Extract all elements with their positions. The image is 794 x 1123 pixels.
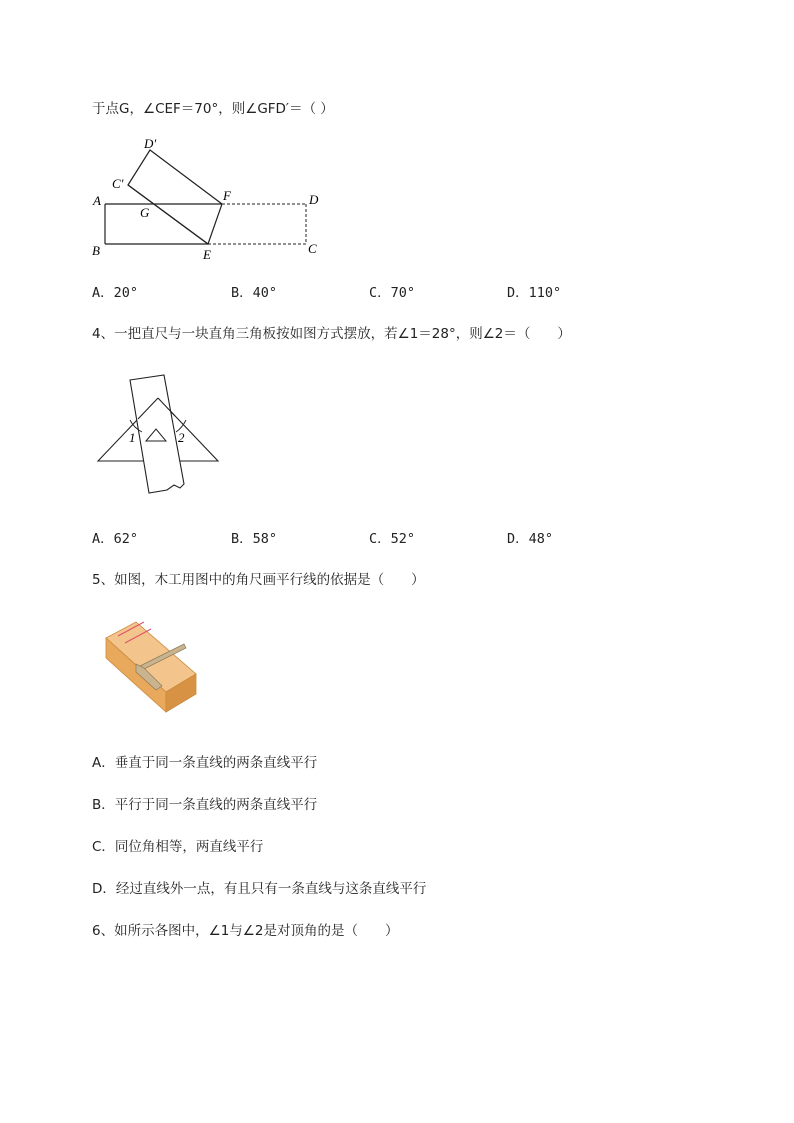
q4-option-d: D．48° (507, 531, 554, 547)
q3-option-d: D．110° (507, 285, 562, 301)
q3-option-a: A．20° (92, 285, 139, 301)
q3-figure (88, 136, 328, 266)
angle2-label: 2 (178, 430, 185, 445)
label-dprime: D′ (144, 136, 157, 151)
label-c: C (308, 241, 317, 256)
q5-option-d: D．经过直线外一点，有且只有一条直线与这条直线平行 (92, 881, 427, 897)
q3-stem: 于点G，∠CEF＝70°，则∠GFD′＝（ ） (92, 101, 334, 117)
folded-quad (128, 150, 222, 244)
q5-stem: 5、如图，木工用图中的角尺画平行线的依据是（ ） (92, 572, 425, 588)
q5-wood-block-figure (100, 616, 204, 716)
q4-option-c: C．52° (369, 531, 416, 547)
label-b: B (92, 243, 100, 258)
q5-option-b: B．平行于同一条直线的两条直线平行 (92, 797, 318, 813)
q4-option-b: B．58° (231, 531, 278, 547)
label-cprime: C′ (112, 176, 124, 191)
q4-stem: 4、一把直尺与一块直角三角板按如图方式摆放，若∠1＝28°，则∠2＝（ ） (92, 326, 571, 342)
q3-option-c: C．70° (369, 285, 416, 301)
q5-option-a: A．垂直于同一条直线的两条直线平行 (92, 755, 318, 771)
q6-stem: 6、如所示各图中，∠1与∠2是对顶角的是（ ） (92, 923, 399, 939)
label-d: D (309, 192, 319, 207)
q4-option-a: A．62° (92, 531, 139, 547)
label-e: E (203, 247, 211, 262)
label-g: G (140, 205, 150, 220)
label-f: F (223, 188, 231, 203)
angle1-label: 1 (129, 430, 136, 445)
q3-option-b: B．40° (231, 285, 278, 301)
q5-option-c: C．同位角相等，两直线平行 (92, 839, 264, 855)
q4-figure (94, 372, 224, 498)
label-a: A (93, 193, 101, 208)
